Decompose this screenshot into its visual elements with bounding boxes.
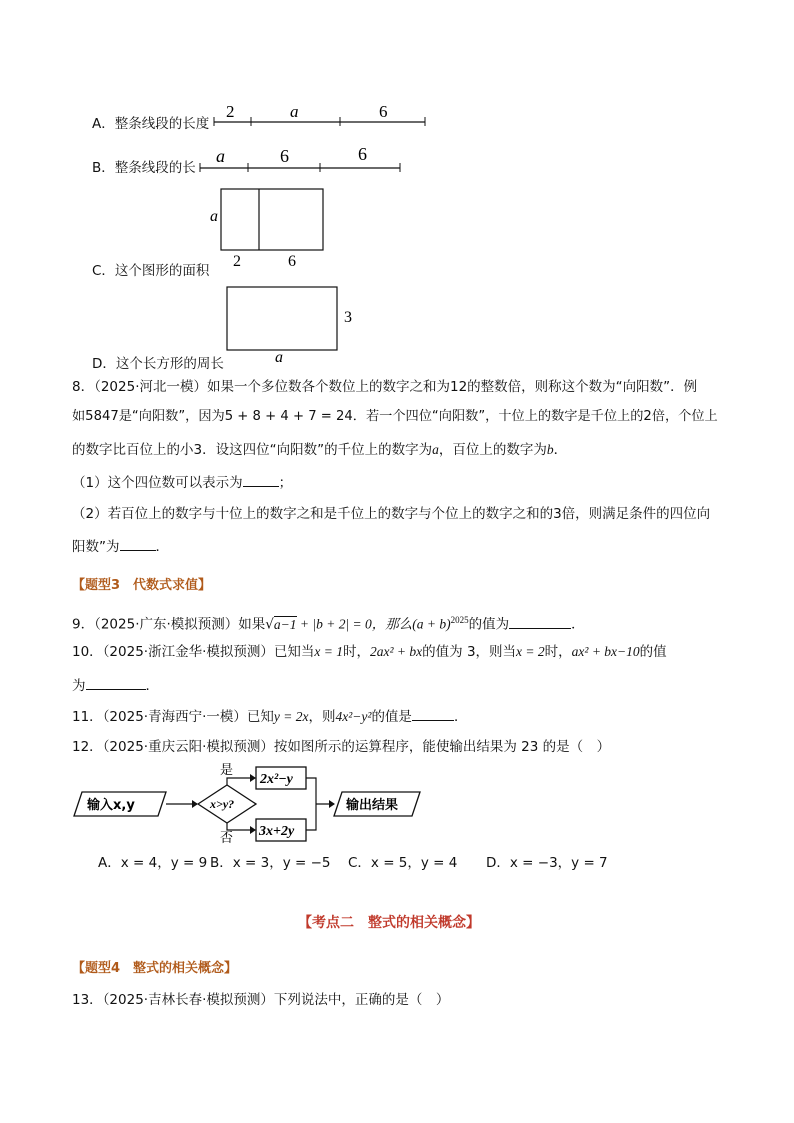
- q7-a-seg-1: 2: [226, 102, 235, 121]
- q7-option-d-label: D．这个长方形的周长: [92, 356, 224, 372]
- q7-option-b-segment-figure: [198, 142, 408, 174]
- q12-option-c[interactable]: C．x = 5，y = 4: [348, 855, 458, 871]
- flow-no: 否: [220, 831, 234, 846]
- q8-line1: [72, 377, 697, 397]
- q8-sub2-line1: （2）若百位上的数字与十位上的数字之和是千位上的数字与个位上的数字之和的3倍，则满足条件的四位向: [72, 506, 711, 522]
- q8-text-1: 如果一个多位数各个数位上的数字之和为12的整数倍，则称这个数为“向阳数”．例: [207, 379, 698, 395]
- q7-b-seg-1: a: [216, 146, 225, 166]
- q7-option-c-rect-figure: [208, 186, 333, 272]
- q7-b-seg-2: 6: [280, 146, 289, 166]
- q8-line3: 的数字比百位上的小3．设这四位“向阳数”的千位上的数字为a，百位上的数字为b．: [72, 442, 568, 458]
- q7-option-d-rect-figure: [224, 284, 358, 366]
- q8-sub2-blank[interactable]: [120, 536, 156, 551]
- q12-line: 12．（2025·重庆云阳·模拟预测）按如图所示的运算程序，能使输出结果为 23 的是（ ）: [72, 739, 611, 755]
- flow-yes-expr: 2x²−y: [260, 772, 293, 787]
- q8-sub1: （1）这个四位数可以表示为 ；: [72, 472, 292, 493]
- q8-sub1-blank[interactable]: [243, 472, 279, 487]
- q7-a-seg-2: a: [290, 102, 299, 121]
- q7-b-seg-3: 6: [358, 144, 367, 164]
- q10-line1: 10．（2025·浙江金华·模拟预测）已知当x = 1时，2ax² + bx的值为 3，则当x = 2时，ax² + bx−10的值: [72, 644, 667, 660]
- q7-a-seg-3: 6: [379, 102, 388, 121]
- q11-blank[interactable]: [412, 706, 454, 721]
- q13-line: 13．（2025·吉林长春·模拟预测）下列说法中，正确的是（ ）: [72, 992, 450, 1008]
- q8-sub2-line2: 阳数”为 ．: [72, 536, 169, 557]
- flow-input-label: 输入x,y: [87, 798, 135, 813]
- q10-line2: 为 ．: [72, 675, 159, 696]
- q8-var-b: b: [546, 442, 554, 457]
- q8-source: （2025·河北一模）: [94, 379, 207, 395]
- q7-option-a-label: A．整条线段的长度: [92, 116, 210, 132]
- flow-output-label: 输出结果: [346, 798, 399, 813]
- q7-c-w2: 6: [288, 253, 296, 270]
- q11-line: 11．（2025·青海西宁·一模）已知y = 2x，则4x²−y²的值是 ．: [72, 706, 467, 727]
- type4-heading: 【题型4 整式的相关概念】: [72, 961, 238, 976]
- q7-d-width: a: [275, 349, 283, 366]
- q8-number: 8．: [72, 379, 95, 395]
- q9-radicand: a−1: [273, 616, 297, 632]
- q9-blank[interactable]: [509, 614, 571, 629]
- q8-var-a: a: [432, 442, 439, 457]
- flow-condition: x>y?: [210, 797, 235, 811]
- q7-c-w1: 2: [233, 253, 241, 270]
- section2-heading: 【考点二 整式的相关概念】: [298, 915, 480, 931]
- q7-c-side: a: [210, 208, 218, 225]
- q7-option-b-label: B．整条线段的长: [92, 160, 196, 176]
- q9-line: 9．（2025·广东·模拟预测）如果√a−1 + |b + 2| = 0，那么$(a + b)^{2025}$的值为 ．: [72, 615, 585, 633]
- q7-option-a-segment-figure: [210, 100, 430, 130]
- q12-flowchart: [70, 760, 430, 846]
- type3-heading: 【题型3 代数式求值】: [72, 578, 212, 593]
- q7-d-height: 3: [344, 309, 352, 326]
- q10-blank[interactable]: [86, 675, 146, 690]
- q12-option-a[interactable]: A．x = 4，y = 9: [98, 855, 208, 871]
- q12-option-b[interactable]: B．x = 3，y = −5: [210, 855, 331, 871]
- flow-yes: 是: [220, 763, 234, 778]
- flow-no-expr: 3x+2y: [259, 824, 295, 839]
- q8-line2: 如5847是“向阳数”，因为5 + 8 + 4 + 7 = 24．若一个四位“向阳数”，十位上的数字是千位上的2倍，个位上: [72, 409, 718, 424]
- q12-option-d[interactable]: D．x = −3，y = 7: [486, 855, 608, 871]
- q7-option-c-label: C．这个图形的面积: [92, 263, 210, 279]
